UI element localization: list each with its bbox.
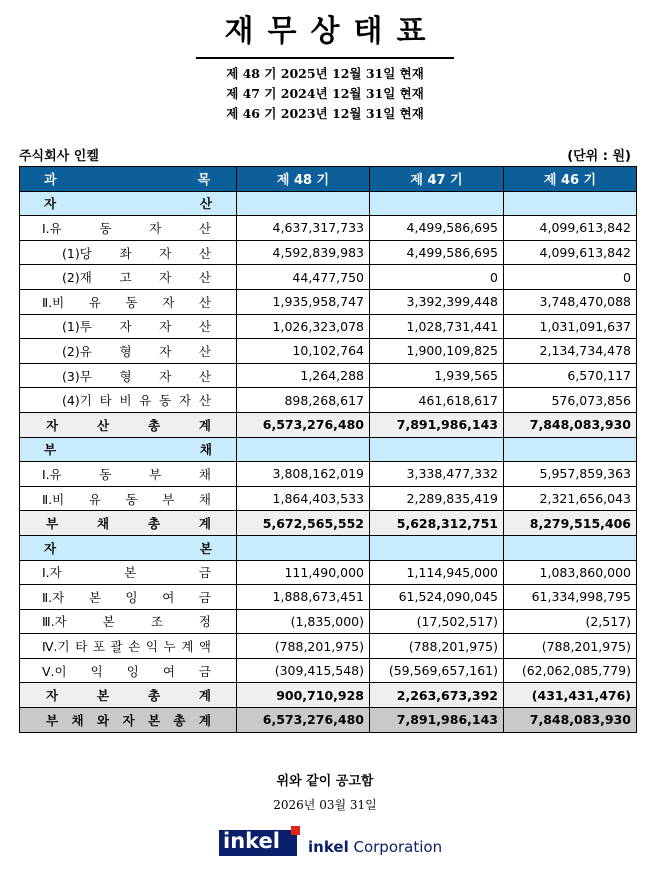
account-label-char: 동 xyxy=(99,220,112,236)
account-label-char: 산 xyxy=(198,368,211,384)
account-label-char: 부 xyxy=(162,491,175,507)
account-cell xyxy=(20,535,237,560)
account-label-char: 본 xyxy=(199,540,212,556)
account-cell xyxy=(20,585,237,610)
account-label-char: 자 xyxy=(44,540,57,556)
section-row xyxy=(20,535,637,560)
value-cell: 6,573,276,480 xyxy=(237,708,370,733)
account-label-char: 여 xyxy=(162,663,175,679)
table-body xyxy=(20,191,637,732)
account-label-char: 조 xyxy=(150,614,163,630)
account-label-char: 동 xyxy=(125,491,138,507)
value-cell: (431,431,476) xyxy=(504,683,637,708)
account-label-char: 동 xyxy=(159,393,172,409)
account-label-char: 부 xyxy=(149,466,162,482)
table-row xyxy=(20,363,637,388)
table-row xyxy=(20,265,637,290)
account-cell xyxy=(20,265,237,290)
account-cell xyxy=(20,240,237,265)
value-cell: 2,263,673,392 xyxy=(370,683,504,708)
value-cell: 461,618,617 xyxy=(370,388,504,413)
account-cell xyxy=(20,412,237,437)
table-row xyxy=(20,486,637,511)
table-row xyxy=(20,609,637,634)
account-label-char: (3)무 xyxy=(62,368,92,384)
account-label-char: 형 xyxy=(119,368,132,384)
value-cell: (17,502,517) xyxy=(370,609,504,634)
value-cell: (62,062,085,779) xyxy=(504,658,637,683)
value-cell: 1,264,288 xyxy=(237,363,370,388)
value-cell: (1,835,000) xyxy=(237,609,370,634)
value-cell xyxy=(237,437,370,462)
value-cell: 4,099,613,842 xyxy=(504,216,637,241)
value-cell: 0 xyxy=(370,265,504,290)
value-cell: 898,268,617 xyxy=(237,388,370,413)
account-label-char: 괄 xyxy=(110,639,123,655)
account-cell xyxy=(20,609,237,634)
table-row xyxy=(20,585,637,610)
value-cell: 5,957,859,363 xyxy=(504,462,637,487)
value-cell xyxy=(504,437,637,462)
account-label-char: 산 xyxy=(198,294,211,310)
value-cell xyxy=(370,535,504,560)
account-label-char: 계 xyxy=(198,688,211,704)
value-cell: 0 xyxy=(504,265,637,290)
account-cell xyxy=(20,388,237,413)
account-label-char: 자 xyxy=(159,343,172,359)
value-cell: 1,028,731,441 xyxy=(370,314,504,339)
account-label-char: 자 xyxy=(46,417,59,433)
account-label-char: 본 xyxy=(147,712,161,728)
value-cell: 1,939,565 xyxy=(370,363,504,388)
value-cell: 61,524,090,045 xyxy=(370,585,504,610)
logo-red-square xyxy=(291,826,300,835)
account-label-char: 형 xyxy=(119,343,132,359)
account-label-char: 총 xyxy=(147,417,161,433)
account-cell xyxy=(20,634,237,659)
table-row xyxy=(20,240,637,265)
value-cell: 4,592,839,983 xyxy=(237,240,370,265)
value-cell: 4,099,613,842 xyxy=(504,240,637,265)
corporation-prefix: inkel xyxy=(308,838,349,856)
table-row xyxy=(20,634,637,659)
account-cell xyxy=(20,363,237,388)
account-cell xyxy=(20,216,237,241)
account-label-char: 자 xyxy=(149,220,162,236)
value-cell: 5,672,565,552 xyxy=(237,511,370,536)
table-row xyxy=(20,658,637,683)
account-label-char: 본 xyxy=(96,688,110,704)
value-cell: (788,201,975) xyxy=(237,634,370,659)
value-cell xyxy=(370,437,504,462)
account-cell xyxy=(20,314,237,339)
account-label-char: 자 xyxy=(159,368,172,384)
account-label-char: 총 xyxy=(147,688,161,704)
account-label-char: 자 xyxy=(119,319,132,335)
period-list xyxy=(0,64,650,124)
account-label-char: 부 xyxy=(46,712,59,728)
table-row xyxy=(20,339,637,364)
value-cell: 4,499,586,695 xyxy=(370,216,504,241)
account-label-char: 계 xyxy=(198,417,211,433)
account-label-char: 누 xyxy=(163,639,176,655)
account-label-char: 잉 xyxy=(126,663,139,679)
total-row xyxy=(20,511,637,536)
account-label-char: 본 xyxy=(102,614,115,630)
account-label-char: 잉 xyxy=(125,589,138,605)
period-line: 제 48 기 2025년 12월 31일 현재 xyxy=(226,66,424,81)
account-cell xyxy=(20,437,237,462)
account-label-char: 유 xyxy=(88,491,101,507)
table-header-row xyxy=(20,167,637,192)
account-label-char: 동 xyxy=(125,294,138,310)
account-label-char: Ⅳ.기 xyxy=(42,639,70,655)
value-cell: 2,134,734,478 xyxy=(504,339,637,364)
account-label-char: 채 xyxy=(71,712,84,728)
value-cell: 5,628,312,751 xyxy=(370,511,504,536)
account-cell xyxy=(20,339,237,364)
value-cell: 1,888,673,451 xyxy=(237,585,370,610)
table-row xyxy=(20,216,637,241)
value-cell: 1,864,403,533 xyxy=(237,486,370,511)
account-label-char: 산 xyxy=(198,245,211,261)
value-cell: 10,102,764 xyxy=(237,339,370,364)
account-label-char: 포 xyxy=(92,639,105,655)
account-label-char: (1)투 xyxy=(62,319,92,335)
value-cell: (788,201,975) xyxy=(370,634,504,659)
account-label-char: 금 xyxy=(198,663,211,679)
logo-text: inkel xyxy=(223,829,280,853)
value-cell: 1,026,323,078 xyxy=(237,314,370,339)
section-row xyxy=(20,191,637,216)
unit-label: (단위 : 원) xyxy=(567,149,631,164)
account-label-char: 산 xyxy=(198,319,211,335)
table-row xyxy=(20,388,637,413)
account-label-char: 계 xyxy=(181,639,194,655)
table-row xyxy=(20,314,637,339)
account-cell xyxy=(20,658,237,683)
account-label-char: 자 xyxy=(162,294,175,310)
account-label-char: (2)재 xyxy=(62,270,92,286)
value-cell: 2,321,656,043 xyxy=(504,486,637,511)
account-label-char: 타 xyxy=(99,393,112,409)
grand-total-row xyxy=(20,708,637,733)
value-cell: 3,338,477,332 xyxy=(370,462,504,487)
account-cell xyxy=(20,708,237,733)
account-cell xyxy=(20,289,237,314)
account-label-char: 총 xyxy=(147,516,161,532)
value-cell: 576,073,856 xyxy=(504,388,637,413)
corporation-name xyxy=(308,838,442,856)
account-label-char: 산 xyxy=(198,270,211,286)
value-cell: 8,279,515,406 xyxy=(504,511,637,536)
period-line: 제 46 기 2023년 12월 31일 현재 xyxy=(226,106,424,121)
account-label-char: 익 xyxy=(145,639,158,655)
account-label-char: 채 xyxy=(199,442,212,458)
balance-sheet-table xyxy=(19,166,637,733)
value-cell: (59,569,657,161) xyxy=(370,658,504,683)
value-cell: 1,083,860,000 xyxy=(504,560,637,585)
page-title: 재무상태표 xyxy=(224,14,440,49)
account-label-char: 자 xyxy=(44,196,57,212)
company-name: 주식회사 인켈 xyxy=(19,149,99,164)
account-cell xyxy=(20,191,237,216)
period-46-header: 제 46 기 xyxy=(504,167,637,192)
account-label-char: Ⅱ.자 xyxy=(42,589,65,605)
value-cell: (309,415,548) xyxy=(237,658,370,683)
value-cell: 3,808,162,019 xyxy=(237,462,370,487)
account-cell xyxy=(20,486,237,511)
account-label-char: 자 xyxy=(46,688,59,704)
account-label-char: 산 xyxy=(198,393,211,409)
account-column-header xyxy=(20,167,237,192)
account-label-char: 부 xyxy=(44,442,57,458)
account-label-char: Ⅱ.비 xyxy=(42,294,65,310)
value-cell xyxy=(370,191,504,216)
account-cell xyxy=(20,683,237,708)
account-label-char: Ⅱ.비 xyxy=(42,491,65,507)
account-label-char: 동 xyxy=(99,466,112,482)
account-label-char: 자 xyxy=(122,712,135,728)
account-label-char: 본 xyxy=(124,565,137,581)
section-row xyxy=(20,437,637,462)
account-label-char: 산 xyxy=(96,417,110,433)
value-cell xyxy=(237,535,370,560)
account-label-char: 유 xyxy=(88,294,101,310)
value-cell: 7,848,083,930 xyxy=(504,708,637,733)
account-header-char: 목 xyxy=(197,173,210,189)
closing-statement: 위와 같이 공고함 xyxy=(276,774,374,789)
value-cell: 900,710,928 xyxy=(237,683,370,708)
account-label-char: 채 xyxy=(96,516,110,532)
account-label-char: 총 xyxy=(173,712,186,728)
value-cell: 6,573,276,480 xyxy=(237,412,370,437)
value-cell: 3,748,470,088 xyxy=(504,289,637,314)
title-underline xyxy=(196,57,454,59)
value-cell: 111,490,000 xyxy=(237,560,370,585)
table-row xyxy=(20,462,637,487)
account-label-char: 비 xyxy=(119,393,132,409)
account-cell xyxy=(20,462,237,487)
total-row xyxy=(20,412,637,437)
value-cell xyxy=(237,191,370,216)
table-row xyxy=(20,289,637,314)
value-cell: 1,900,109,825 xyxy=(370,339,504,364)
account-label-char: 좌 xyxy=(119,245,132,261)
account-label-char: 손 xyxy=(128,639,141,655)
value-cell: 1,031,091,637 xyxy=(504,314,637,339)
account-label-char: 금 xyxy=(198,565,211,581)
value-cell: 61,334,998,795 xyxy=(504,585,637,610)
value-cell xyxy=(504,535,637,560)
account-label-char: 채 xyxy=(198,466,211,482)
value-cell: 6,570,117 xyxy=(504,363,637,388)
account-label-char: 유 xyxy=(139,393,152,409)
account-label-char: 본 xyxy=(88,589,101,605)
value-cell: 4,499,586,695 xyxy=(370,240,504,265)
value-cell: 3,392,399,448 xyxy=(370,289,504,314)
account-label-char: 채 xyxy=(198,491,211,507)
value-cell: 7,891,986,143 xyxy=(370,708,504,733)
total-row xyxy=(20,683,637,708)
account-label-char: 부 xyxy=(46,516,59,532)
account-label-char: 산 xyxy=(199,196,212,212)
value-cell: 7,891,986,143 xyxy=(370,412,504,437)
account-cell xyxy=(20,511,237,536)
value-cell: 1,935,958,747 xyxy=(237,289,370,314)
account-label-char: (1)당 xyxy=(62,245,92,261)
table-row xyxy=(20,560,637,585)
account-label-char: (2)유 xyxy=(62,343,92,359)
account-label-char: 자 xyxy=(159,270,172,286)
value-cell: (788,201,975) xyxy=(504,634,637,659)
account-label-char: (4)기 xyxy=(62,393,92,409)
value-cell: 1,114,945,000 xyxy=(370,560,504,585)
account-label-char: 계 xyxy=(198,516,211,532)
period-48-header: 제 48 기 xyxy=(237,167,370,192)
account-label-char: Ⅴ.이 xyxy=(42,663,67,679)
account-label-char: 산 xyxy=(198,343,211,359)
account-label-char: 금 xyxy=(198,589,211,605)
value-cell: 7,848,083,930 xyxy=(504,412,637,437)
account-label-char: 자 xyxy=(159,319,172,335)
account-label-char: 와 xyxy=(96,712,110,728)
account-label-char: 자 xyxy=(159,245,172,261)
account-header-char: 과 xyxy=(44,173,57,189)
account-label-char: Ⅰ.자 xyxy=(42,565,62,581)
value-cell xyxy=(504,191,637,216)
account-label-char: 고 xyxy=(119,270,132,286)
account-label-char: 익 xyxy=(90,663,103,679)
account-label-char: 액 xyxy=(198,639,211,655)
account-label-char: 자 xyxy=(179,393,192,409)
value-cell: 2,289,835,419 xyxy=(370,486,504,511)
account-label-char: 정 xyxy=(198,614,211,630)
account-cell xyxy=(20,560,237,585)
value-cell: 44,477,750 xyxy=(237,265,370,290)
announcement-date: 2026년 03월 31일 xyxy=(273,798,377,812)
inkel-logo xyxy=(219,826,303,858)
value-cell: 4,637,317,733 xyxy=(237,216,370,241)
account-label-char: 산 xyxy=(198,220,211,236)
account-label-char: Ⅰ.유 xyxy=(42,466,62,482)
period-line: 제 47 기 2024년 12월 31일 현재 xyxy=(226,86,424,101)
account-label-char: Ⅲ.자 xyxy=(42,614,67,630)
period-47-header: 제 47 기 xyxy=(370,167,504,192)
corporation-suffix: Corporation xyxy=(348,838,443,856)
account-label-char: 계 xyxy=(198,712,211,728)
account-label-char: Ⅰ.유 xyxy=(42,220,62,236)
account-label-char: 타 xyxy=(75,639,88,655)
value-cell: (2,517) xyxy=(504,609,637,634)
account-label-char: 여 xyxy=(162,589,175,605)
